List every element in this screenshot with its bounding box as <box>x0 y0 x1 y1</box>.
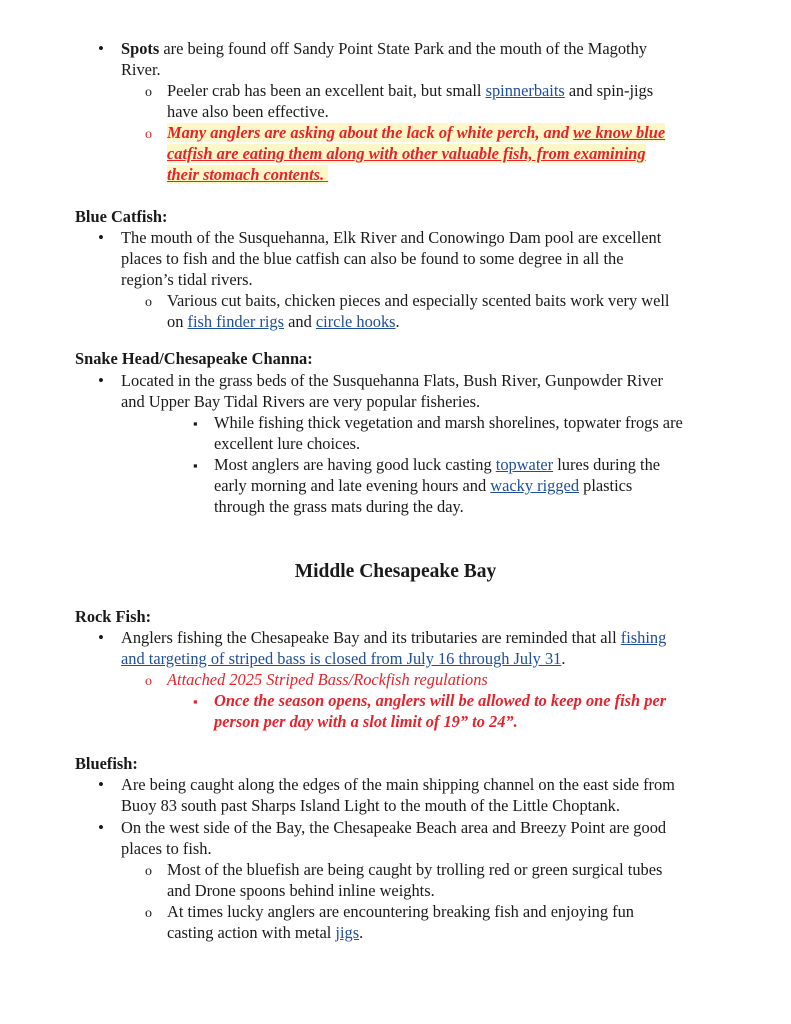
bf-sub2-line-1: At times lucky anglers are encountering breaking fish and enjoying fun <box>167 902 634 921</box>
sh-sq2-text-2-post: plastics <box>579 476 633 495</box>
spinnerbaits-link[interactable]: spinnerbaits <box>485 81 565 100</box>
bf2-line-2: places to fish. <box>121 839 212 858</box>
bullet-disc <box>98 627 104 648</box>
jigs-link[interactable]: jigs <box>335 923 360 942</box>
perch-note-line-1 <box>167 122 665 143</box>
sh-line-1: Located in the grass beds of the Susquehanna Flats, Bush River, Gunpowder River <box>121 371 663 390</box>
peeler-text-post: and spin-jigs <box>564 81 654 100</box>
sh-sq2-line-2 <box>214 475 632 496</box>
spots-line-1 <box>121 38 647 59</box>
bc-sub-text-mid: and <box>284 312 316 331</box>
rf-regulations-note: Attached 2025 Striped Bass/Rockfish regulations <box>167 670 488 689</box>
snakehead-heading: Snake Head/Chesapeake Channa: <box>75 349 313 368</box>
bullet-square <box>193 412 198 434</box>
bf-sub2-text-post: . <box>359 923 364 942</box>
sh-line-2: and Upper Bay Tidal Rivers are very popular fisheries. <box>121 392 481 411</box>
bf-sub1-line-2: and Drone spoons behind inline weights. <box>167 881 435 900</box>
bf2-line-1: On the west side of the Bay, the Chesapeake Beach area and Breezy Point are good <box>121 818 667 837</box>
peeler-text: Peeler crab has been an excellent bait, but small <box>167 81 486 100</box>
sh-sq2-text-2: early morning and late evening hours and <box>214 476 491 495</box>
perch-note-line-2 <box>167 143 646 164</box>
rf-text-post: . <box>561 649 566 668</box>
bullet-disc <box>98 370 104 391</box>
spots-line-2: River. <box>121 60 161 79</box>
sh-sq2-line-3: through the grass mats during the day. <box>214 497 464 516</box>
perch-note-underlined: we know blue <box>573 123 666 142</box>
rf-season-line-2: person per day with a slot limit of 19” to 24”. <box>214 712 518 731</box>
sh-sq2-text: Most anglers are having good luck casting <box>214 455 496 474</box>
bullet-circle <box>145 901 152 924</box>
bf-sub2-text: casting action with metal <box>167 923 336 942</box>
section-title: Middle Chesapeake Bay <box>294 561 497 582</box>
bullet-disc <box>98 38 104 59</box>
bf-sub1-line-1: Most of the bluefish are being caught by trolling red or green surgical tubes <box>167 860 663 879</box>
bc-sub-line-1: Various cut baits, chicken pieces and especially scented baits work very well <box>167 291 670 310</box>
bf1-line-2: Buoy 83 south past Sharps Island Light to the mouth of the Little Choptank. <box>121 796 620 815</box>
bc-sub-text: on <box>167 312 188 331</box>
rf-line-2 <box>121 648 565 669</box>
bullet-circle <box>145 859 152 882</box>
bf-sub2-line-2 <box>167 922 363 943</box>
wacky-rigged-link[interactable]: wacky rigged <box>490 476 580 495</box>
rockfish-heading: Rock Fish: <box>75 607 152 626</box>
bullet-disc <box>98 227 104 248</box>
bc-line-2: places to fish and the blue catfish can also be found to some degree in all the <box>121 249 624 268</box>
bullet-square-red <box>193 690 198 712</box>
bc-line-3: region’s tidal rivers. <box>121 270 253 289</box>
spots-text: are being found off Sandy Point State Park and the mouth of the Magothy <box>159 39 647 58</box>
spots-label: Spots <box>121 39 160 58</box>
bluefish-heading: Bluefish: <box>75 754 138 773</box>
bullet-circle-red <box>145 122 152 145</box>
sh-sq2-line-1 <box>214 454 660 475</box>
bf1-line-1: Are being caught along the edges of the main shipping channel on the east side from <box>121 775 675 794</box>
blue-catfish-heading: Blue Catfish: <box>75 207 168 226</box>
rf-text: Anglers fishing the Chesapeake Bay and its tributaries are reminded that all <box>121 628 621 647</box>
bullet-circle <box>145 80 152 103</box>
sh-sq1-line-2: excellent lure choices. <box>214 434 361 453</box>
peeler-line-2: have also been effective. <box>167 102 329 121</box>
sh-sq1-line-1: While fishing thick vegetation and marsh shorelines, topwater frogs are <box>214 413 683 432</box>
sh-sq2-text-post: lures during the <box>553 455 661 474</box>
rf-season-line-1: Once the season opens, anglers will be allowed to keep one fish per <box>214 691 667 710</box>
bullet-disc <box>98 774 104 795</box>
rf-line-1 <box>121 627 666 648</box>
perch-note-line-3-text: their stomach contents. <box>167 165 325 184</box>
bullet-circle-red <box>145 669 152 692</box>
bc-sub-line-2 <box>167 311 400 332</box>
circle-hooks-link[interactable]: circle hooks <box>315 312 396 331</box>
bullet-disc <box>98 817 104 838</box>
fish-finder-rigs-link[interactable]: fish finder rigs <box>187 312 285 331</box>
bullet-circle <box>145 290 152 313</box>
topwater-link[interactable]: topwater <box>495 455 554 474</box>
bullet-square <box>193 454 198 476</box>
bc-sub-text-post: . <box>395 312 400 331</box>
perch-note-line-3 <box>167 164 328 185</box>
perch-note-text: Many anglers are asking about the lack of white perch, and <box>167 123 574 142</box>
peeler-line-1 <box>167 80 653 101</box>
bc-line-1: The mouth of the Susquehanna, Elk River and Conowingo Dam pool are excellent <box>121 228 662 247</box>
striped-bass-closure-link-cont[interactable]: and targeting of striped bass is closed from July 16 through July 31 <box>121 649 562 668</box>
perch-note-line-2-text: catfish are eating them along with other valuable fish, from examining <box>167 144 646 163</box>
striped-bass-closure-link[interactable]: fishing <box>620 628 667 647</box>
